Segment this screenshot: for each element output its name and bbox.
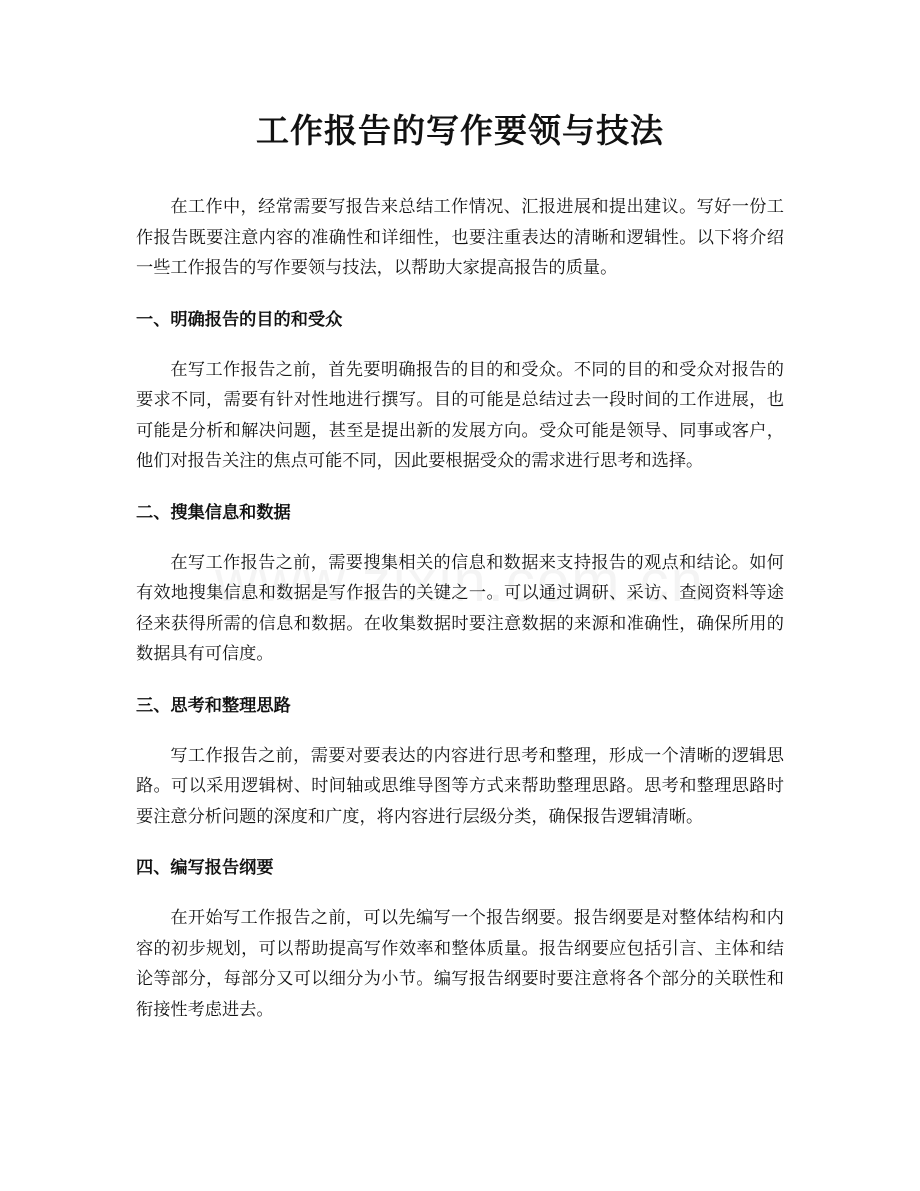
section-heading-4: 四、编写报告纲要 <box>136 858 274 878</box>
section-body-3: 写工作报告之前，需要对要表达的内容进行思考和整理，形成一个清晰的逻辑思路。可以采用逻辑树、时间轴或思维导图等方式来帮助整理思路。思考和整理思路时要注意分析问题的深度和广度，将内容进行层级分类，确保报告逻辑清晰。 <box>136 745 784 827</box>
section-heading-1: 一、明确报告的目的和受众 <box>136 309 343 330</box>
section-body-4: 在开始写工作报告之前，可以先编写一个报告纲要。报告纲要是对整体结构和内容的初步规划，可以帮助提高写作效率和整体质量。报告纲要应包括引言、主体和结论等部分，每部分又可以细分为小节。编写报告纲要时要注意将各个部分的关联性和衔接性考虑进去。 <box>136 908 784 1020</box>
intro-paragraph: 在工作中，经常需要写报告来总结工作情况、汇报进展和提出建议。写好一份工作报告既要注意内容的准确性和详细性，也要注重表达的清晰和逻辑性。以下将介绍一些工作报告的写作要领与技法，以帮助大家提高报告的质量。 <box>136 197 784 278</box>
section-heading-2: 二、搜集信息和数据 <box>136 502 291 523</box>
section-body-2: 在写工作报告之前，需要搜集相关的信息和数据来支持报告的观点和结论。如何有效地搜集信息和数据是写作报告的关键之一。可以通过调研、采访、查阅资料等途径来获得所需的信息和数据。在收集数据时要注意数据的来源和准确性，确保所用的数据具有可信度。 <box>136 552 784 664</box>
document-title: 工作报告的写作要领与技法 <box>256 111 664 150</box>
section-heading-3: 三、思考和整理思路 <box>136 695 291 716</box>
section-body-1: 在写工作报告之前，首先要明确报告的目的和受众。不同的目的和受众对报告的要求不同，需要有针对性地进行撰写。目的可能是总结过去一段时间的工作进展，也可能是分析和解决问题，甚至是提出新的发展方向。受众可能是领导、同事或客户，他们对报告关注的焦点可能不同，因此要根据受众的需求进行思考和选择。 <box>136 359 784 471</box>
